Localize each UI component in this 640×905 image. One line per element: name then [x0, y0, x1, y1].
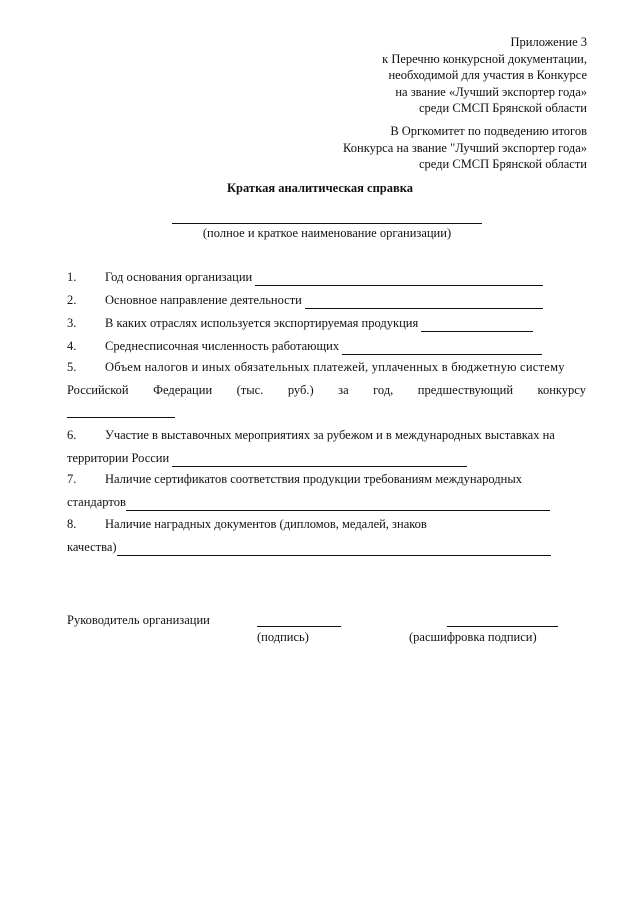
item-number: 5. — [67, 360, 77, 374]
signature-field[interactable] — [257, 614, 341, 627]
item-label: территории России — [67, 451, 170, 465]
item-number: 2. — [67, 293, 77, 307]
item-label: Среднесписочная численность работающих — [105, 339, 340, 353]
appendix-line: Приложение 3 — [510, 35, 587, 49]
organization-name-field[interactable] — [172, 209, 482, 224]
item-number: 8. — [67, 517, 77, 531]
organization-name-caption: (полное и краткое наименование организации) — [202, 226, 452, 240]
form-item-1 — [67, 270, 590, 286]
signature-label: Руководитель организации — [67, 613, 210, 627]
item-word: за — [338, 383, 349, 397]
item-word: (тыс. — [236, 383, 264, 397]
recipient-block — [343, 123, 587, 173]
item-word: руб.) — [287, 383, 314, 397]
item-label: Основное направление деятельности — [105, 293, 302, 307]
item-word: Российской — [67, 383, 129, 397]
item-label: В каких отраслях используется экспортируемая продукция — [105, 316, 419, 330]
item-5-continuation — [67, 383, 586, 399]
item-answer-field[interactable] — [421, 320, 533, 332]
form-item-2 — [67, 293, 590, 309]
form-item-8 — [67, 517, 590, 533]
item-label: Участие в выставочных мероприятиях за рубежом и в международных выставках на — [105, 428, 555, 442]
item-word: предшествующий — [417, 383, 514, 397]
form-item-6 — [67, 428, 590, 444]
document-title: Краткая аналитическая справка — [226, 181, 414, 195]
item-number: 3. — [67, 316, 77, 330]
appendix-line: к Перечню конкурсной документации, — [382, 51, 587, 66]
item-answer-field[interactable] — [172, 455, 467, 467]
item-number: 1. — [67, 270, 77, 284]
form-item-3 — [67, 316, 590, 332]
form-item-7 — [67, 472, 590, 488]
item-answer-field[interactable] — [255, 274, 543, 286]
appendix-line: среди СМСП Брянской области — [419, 101, 587, 115]
item-label: Наличие наградных документов (дипломов, медалей, знаков — [105, 517, 427, 531]
item-number: 4. — [67, 339, 77, 353]
appendix-line: необходимой для участия в Конкурсе — [388, 68, 587, 82]
form-item-4 — [67, 339, 590, 355]
item-word: год, — [373, 383, 394, 397]
item-7-continuation — [67, 495, 590, 511]
item-number: 6. — [67, 428, 77, 442]
item-answer-field[interactable] — [305, 297, 543, 309]
item-label: качества) — [67, 540, 117, 554]
item-label: Объем налогов и иных обязательных платежей, уплаченных в бюджетную систему — [105, 360, 565, 374]
item-word: Федерации — [153, 383, 213, 397]
item-6-continuation — [67, 451, 590, 467]
appendix-line: на звание «Лучший экспортер года» — [395, 84, 587, 99]
item-5-answer-field[interactable] — [67, 405, 175, 418]
signature-decode-field[interactable] — [447, 614, 558, 627]
signature-decode-caption: (расшифровка подписи) — [409, 630, 537, 644]
signature-caption: (подпись) — [257, 630, 309, 644]
recipient-line: среди СМСП Брянской области — [419, 157, 587, 171]
item-label: стандартов — [67, 495, 126, 509]
item-answer-field[interactable] — [117, 544, 551, 556]
item-label: Год основания организации — [105, 270, 253, 284]
recipient-line: Конкурса на звание "Лучший экспортер года» — [343, 140, 587, 155]
item-label: Наличие сертификатов соответствия продукции требованиям международных — [105, 472, 522, 486]
item-word: конкурсу — [537, 383, 586, 397]
item-answer-field[interactable] — [342, 343, 542, 355]
appendix-header — [382, 34, 587, 117]
item-number: 7. — [67, 472, 77, 486]
recipient-line: В Оргкомитет по подведению итогов — [390, 124, 587, 138]
item-answer-field[interactable] — [126, 499, 550, 511]
item-8-continuation — [67, 540, 590, 556]
form-item-5 — [67, 360, 590, 376]
